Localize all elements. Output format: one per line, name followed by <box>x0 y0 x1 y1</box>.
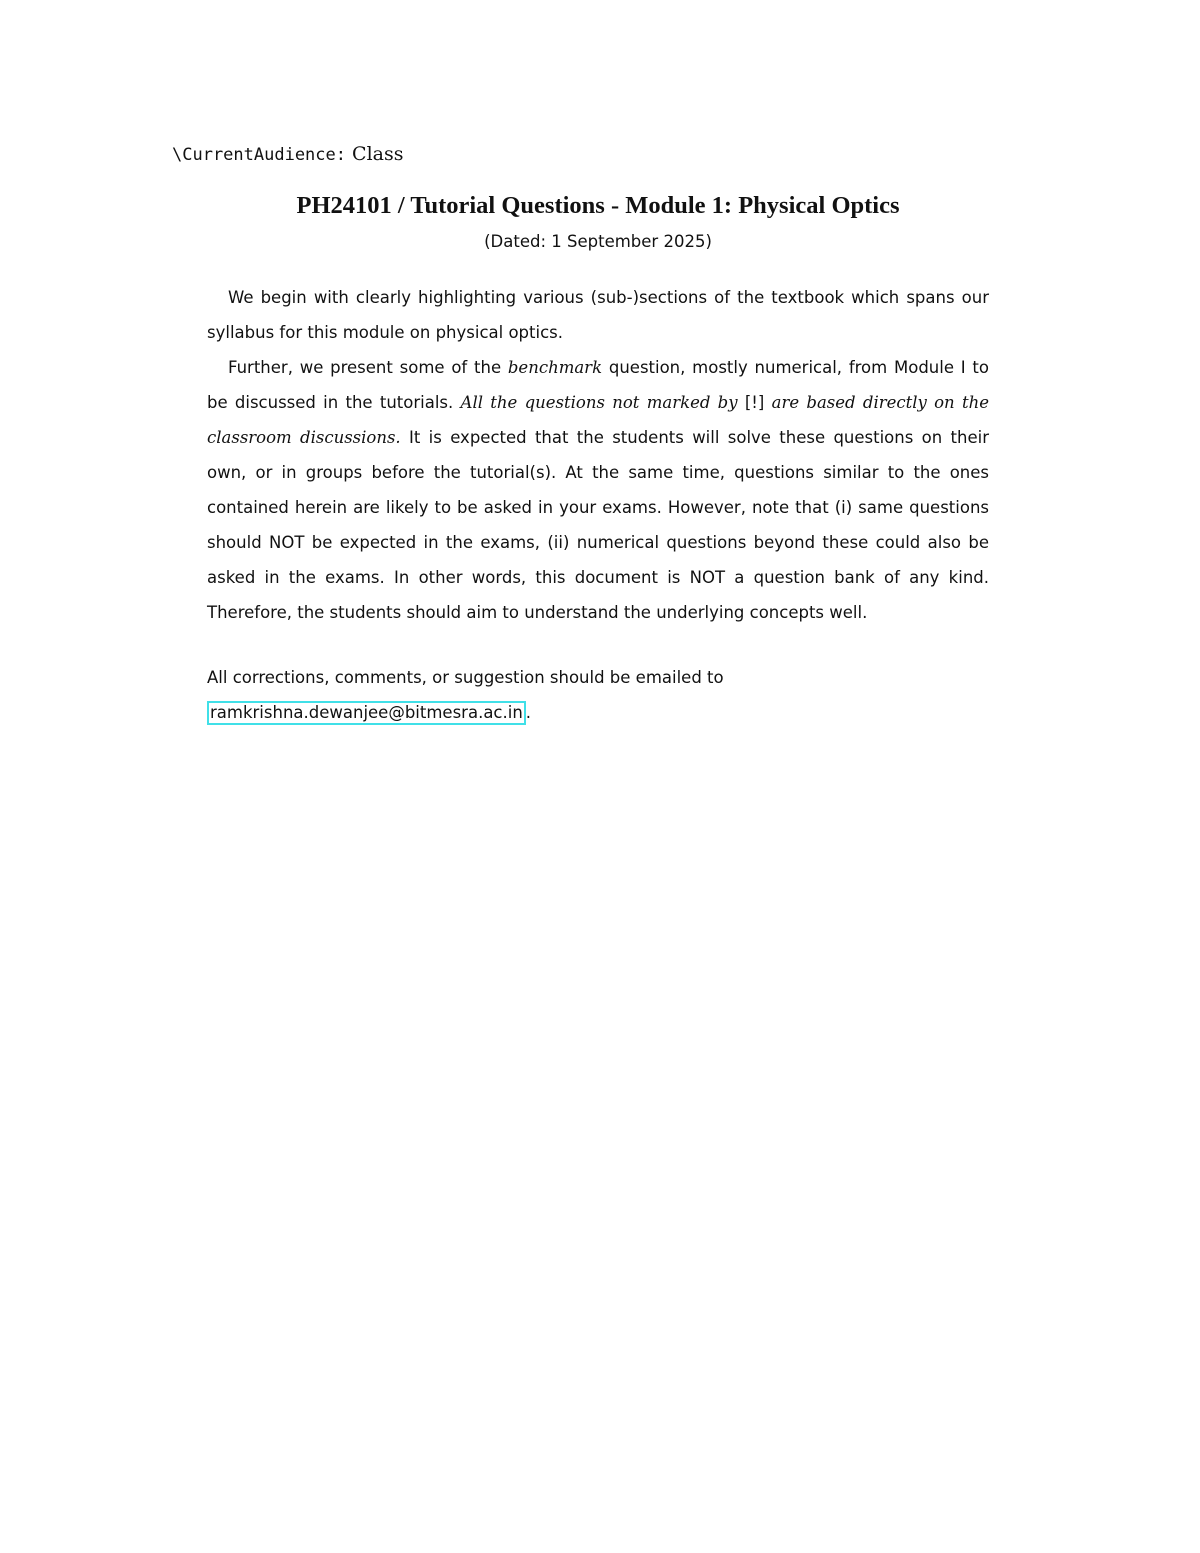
benchmark-emphasis: benchmark <box>507 358 603 377</box>
paragraph-benchmark-part3: It is expected that the students will solve these questions on their own, or in groups before the tutorial(s). At the same time, questions similar to the ones contained herein are likely to be asked in your exams. However, note that (i) same questions should NOT be expected in the exams, (ii) numerical questions beyond these could also be asked in the exams. In other words, this document is NOT a question bank of any kind. Therefore, the students should aim to understand the underlying concepts well. <box>207 428 989 622</box>
paragraph-benchmark-part1: Further, we present some of the <box>228 358 508 377</box>
introduction-body <box>207 280 989 630</box>
document-title: PH24101 / Tutorial Questions - Module 1: Physical Optics <box>296 192 900 219</box>
corrections-note <box>207 660 989 730</box>
email-line <box>207 695 989 730</box>
italic-note: All the questions not marked by <box>460 393 738 412</box>
corrections-text: All corrections, comments, or suggestion should be emailed to <box>207 668 724 687</box>
document-date: (Dated: 1 September 2025) <box>484 232 712 251</box>
paragraph-benchmark <box>207 350 989 630</box>
warning-marker: [!] <box>737 393 772 412</box>
italic-note-2: are based directly on the classroom discussions. <box>207 393 989 447</box>
audience-command: \CurrentAudience: <box>172 145 346 165</box>
paragraph-intro: We begin with clearly highlighting various (sub-)sections of the textbook which spans our syllabus for this module on physical optics. <box>207 288 989 342</box>
email-link[interactable]: ramkrishna.dewanjee@bitmesra.ac.in <box>207 701 526 725</box>
audience-value: Class <box>352 143 404 165</box>
paragraph-benchmark-part2: question, mostly numerical, from Module I to be discussed in the tutorials. <box>207 358 989 412</box>
current-audience-line <box>172 142 404 167</box>
email-trailing-period: . <box>525 703 532 722</box>
